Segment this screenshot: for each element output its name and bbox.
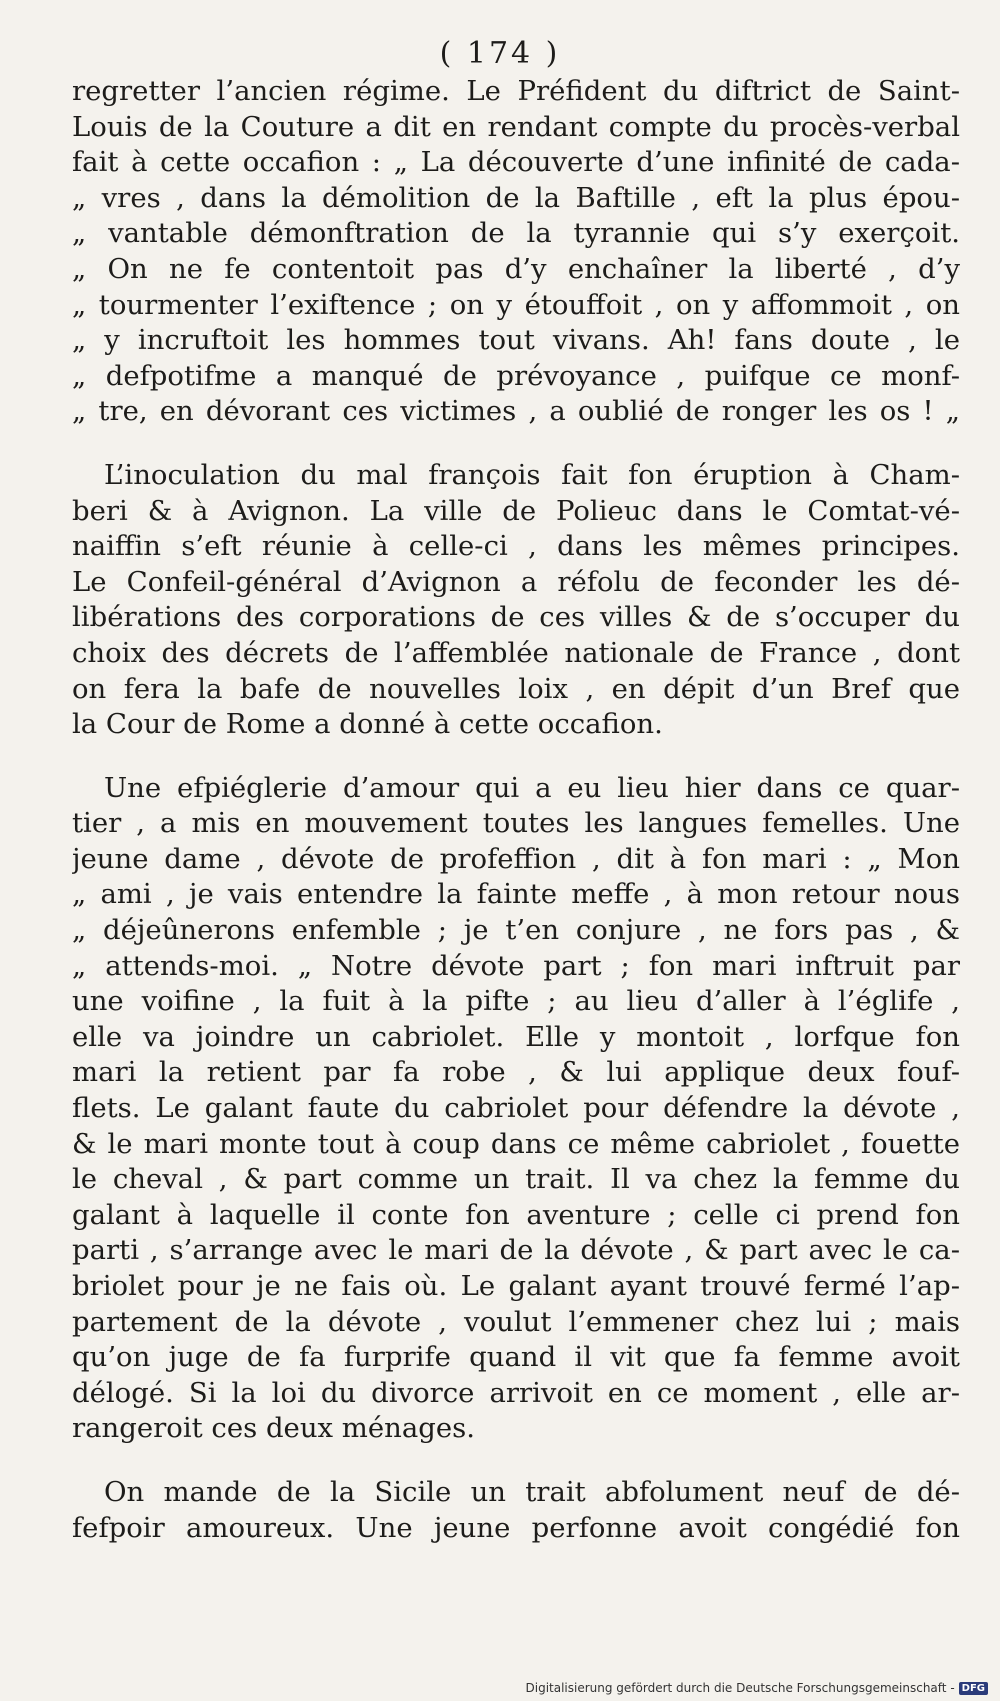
text-line: „ On ne fe contentoit pas d’y enchaîner la liberté , d’y [72, 252, 960, 285]
text-line: L’inoculation du mal françois fait fon éruption à Cham- [104, 458, 960, 491]
text-line: Louis de la Couture a dit en rendant compte du procès-verbal [72, 110, 960, 143]
text-line: Le Confeil-général d’Avignon a réfolu de feconder les dé- [72, 565, 960, 598]
text-line: naiffin s’eft réunie à celle-ci , dans les mêmes principes. [72, 530, 960, 563]
text-line: mari la retient par fa robe , & lui applique deux fouf- [72, 1056, 960, 1089]
paragraph-3 [72, 771, 960, 1447]
text-line: „ attends-moi. „ Notre dévote part ; fon mari inftruit par [72, 949, 960, 982]
text-line: on fera la bafe de nouvelles loix , en dépit d’un Bref que [72, 672, 960, 705]
text-line: jeune dame , dévote de profeffion , dit à fon mari : „ Mon [72, 842, 960, 875]
text-line: fait à cette occafion : „ La découverte d’une infinité de cada- [72, 146, 960, 179]
digitization-credit [526, 1681, 989, 1695]
text-line: „ tre, en dévorant ces victimes , a oublié de ronger les os ! „ [72, 395, 960, 428]
text-line: flets. Le galant faute du cabriolet pour défendre la dévote , [72, 1092, 960, 1125]
text-line: On mande de la Sicile un trait abfolument neuf de dé- [104, 1475, 960, 1508]
text-line: Une efpiéglerie d’amour qui a eu lieu hier dans ce quar- [104, 771, 960, 804]
text-line: rangeroit ces deux ménages. [72, 1412, 475, 1445]
paragraph-4 [72, 1475, 960, 1546]
text-line: la Cour de Rome a donné à cette occafion. [72, 708, 663, 741]
text-line: tier , a mis en mouvement toutes les langues femelles. Une [72, 807, 960, 840]
text-line: elle va joindre un cabriolet. Elle y montoit , lorfque fon [72, 1020, 960, 1053]
text-line: „ defpotifme a manqué de prévoyance , puifque ce monf- [72, 359, 960, 392]
credit-text: Digitalisierung gefördert durch die Deutsche Forschungsgemeinschaft - [525, 1681, 955, 1695]
text-line: „ y incruftoit les hommes tout vivans. Ah! fans doute , le [72, 324, 960, 357]
text-line: délogé. Si la loi du divorce arrivoit en ce moment , elle ar- [72, 1376, 960, 1409]
page-number: ( 174 ) [439, 36, 561, 71]
paragraph-1 [72, 74, 960, 430]
text-line: briolet pour je ne fais où. Le galant ayant trouvé fermé l’ap- [72, 1270, 960, 1302]
text-line: une voifine , la fuit à la pifte ; au lieu d’aller à l’églife , [72, 985, 960, 1018]
text-line: choix des décrets de l’affemblée nationale de France , dont [72, 636, 960, 669]
text-line: „ déjeûnerons enfemble ; je t’en conjure , ne fors pas , & [72, 914, 960, 947]
text-line: beri & à Avignon. La ville de Polieuc dans le Comtat-vé- [72, 494, 960, 527]
text-line: libérations des corporations de ces villes & de s’occuper du [72, 601, 960, 634]
text-line: „ vres , dans la démolition de la Baftille , eft la plus épou- [72, 181, 960, 214]
text-line: galant à laquelle il conte fon aventure ; celle ci prend fon [72, 1198, 960, 1231]
text-line: le cheval , & part comme un trait. Il va chez la femme du [72, 1163, 960, 1196]
text-line: fefpoir amoureux. Une jeune perfonne avoit congédié fon [72, 1511, 960, 1544]
text-line: regretter l’ancien régime. Le Préfident du diftrict de Saint- [72, 75, 960, 107]
paragraph-2 [72, 458, 960, 743]
text-line: qu’on juge de fa furprife quand il vit que fa femme avoit [72, 1341, 960, 1374]
dfg-logo: DFG [959, 1682, 988, 1695]
text-line: „ tourmenter l’exiftence ; on y étouffoit , on y affommoit , on [72, 288, 960, 321]
body-text [72, 74, 960, 1546]
text-line: „ ami , je vais entendre la fainte meffe , à mon retour nous [72, 878, 960, 911]
text-line: & le mari monte tout à coup dans ce même cabriolet , fouette [72, 1127, 960, 1160]
text-line: partement de la dévote , voulut l’emmener chez lui ; mais [72, 1305, 960, 1338]
text-line: „ vantable démonftration de la tyrannie qui s’y exerçoit. [72, 217, 960, 250]
text-line: parti , s’arrange avec le mari de la dévote , & part avec le ca- [72, 1234, 960, 1267]
